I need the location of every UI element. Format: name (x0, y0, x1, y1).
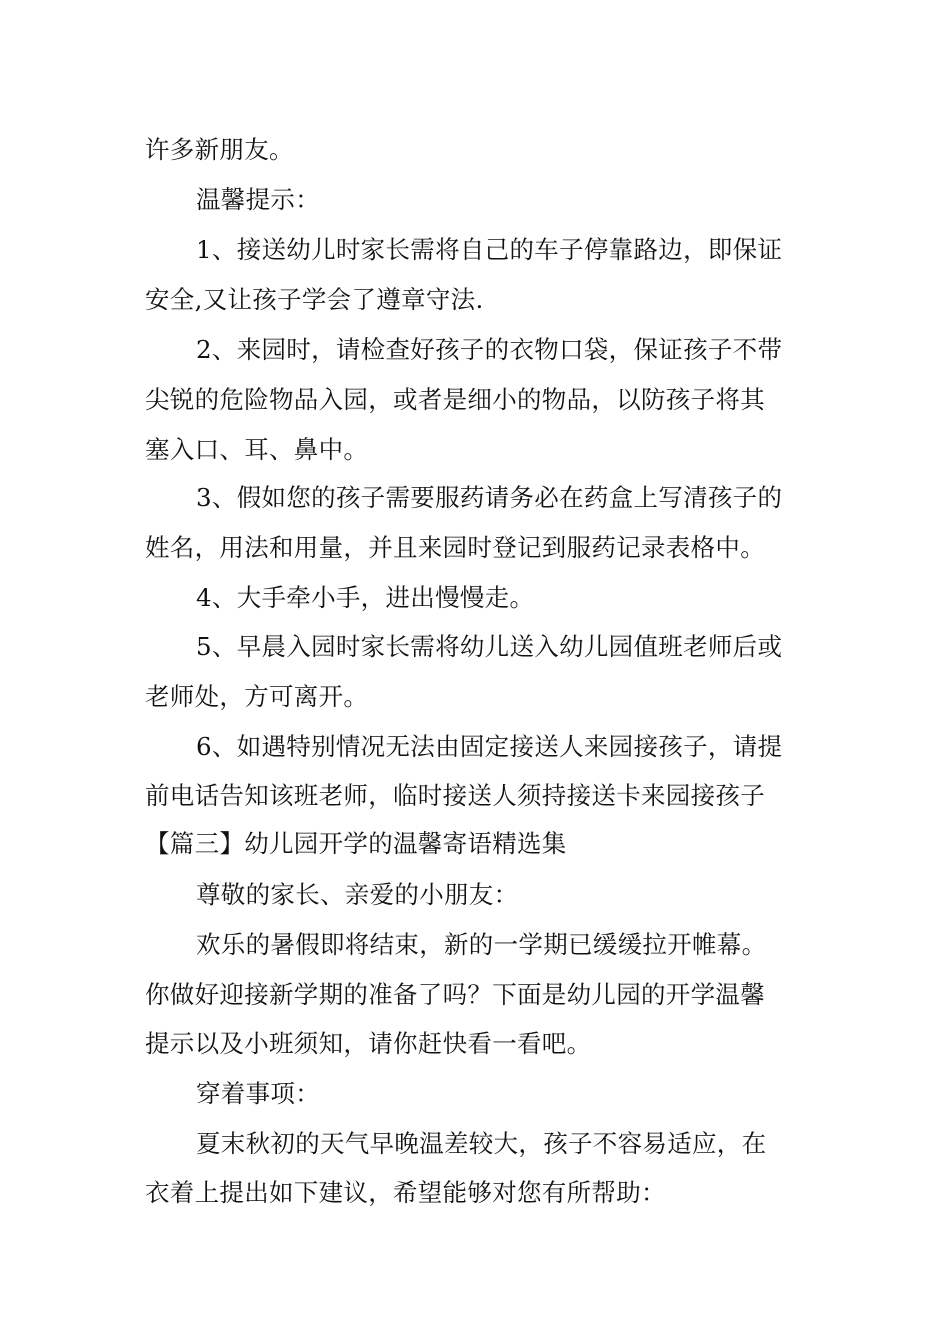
text-line: 温馨提示： (196, 185, 320, 214)
text-line: 老师处，方可离开。 (145, 682, 369, 711)
text-line: 尊敬的家长、亲爱的小朋友： (196, 880, 519, 909)
text-line: 6、如遇特别情况无法由固定接送人来园接孩子，请提 (196, 732, 783, 761)
text-line: 1、接送幼儿时家长需将自己的车子停靠路边，即保证 (196, 235, 783, 264)
text-line: 你做好迎接新学期的准备了吗？下面是幼儿园的开学温馨 (145, 980, 765, 1009)
text-line: 欢乐的暑假即将结束，新的一学期已缓缓拉开帷幕。 (196, 930, 767, 959)
text-line: 尖锐的危险物品入园，或者是细小的物品，以防孩子将其 (145, 385, 765, 414)
text-line: 穿着事项： (196, 1079, 320, 1108)
section-heading: 【篇三】幼儿园开学的温馨寄语精选集 (145, 829, 567, 858)
text-line: 姓名，用法和用量，并且来园时登记到服药记录表格中。 (145, 533, 765, 562)
text-line: 提示以及小班须知，请你赶快看一看吧。 (145, 1029, 592, 1058)
text-line: 安全,又让孩子学会了遵章守法. (145, 285, 484, 314)
text-line: 夏末秋初的天气早晚温差较大，孩子不容易适应，在 (196, 1129, 767, 1158)
text-line: 前电话告知该班老师，临时接送人须持接送卡来园接孩子 (145, 781, 765, 810)
text-line: 3、假如您的孩子需要服药请务必在药盒上写清孩子的 (196, 483, 783, 512)
text-line: 2、来园时，请检查好孩子的衣物口袋，保证孩子不带 (196, 335, 783, 364)
text-line: 衣着上提出如下建议，希望能够对您有所帮助： (145, 1178, 666, 1207)
text-line: 4、大手牵小手，进出慢慢走。 (196, 583, 535, 612)
text-line: 5、早晨入园时家长需将幼儿送入幼儿园值班老师后或 (196, 632, 783, 661)
text-line: 许多新朋友。 (145, 135, 294, 164)
text-line: 塞入口、耳、鼻中。 (145, 435, 369, 464)
